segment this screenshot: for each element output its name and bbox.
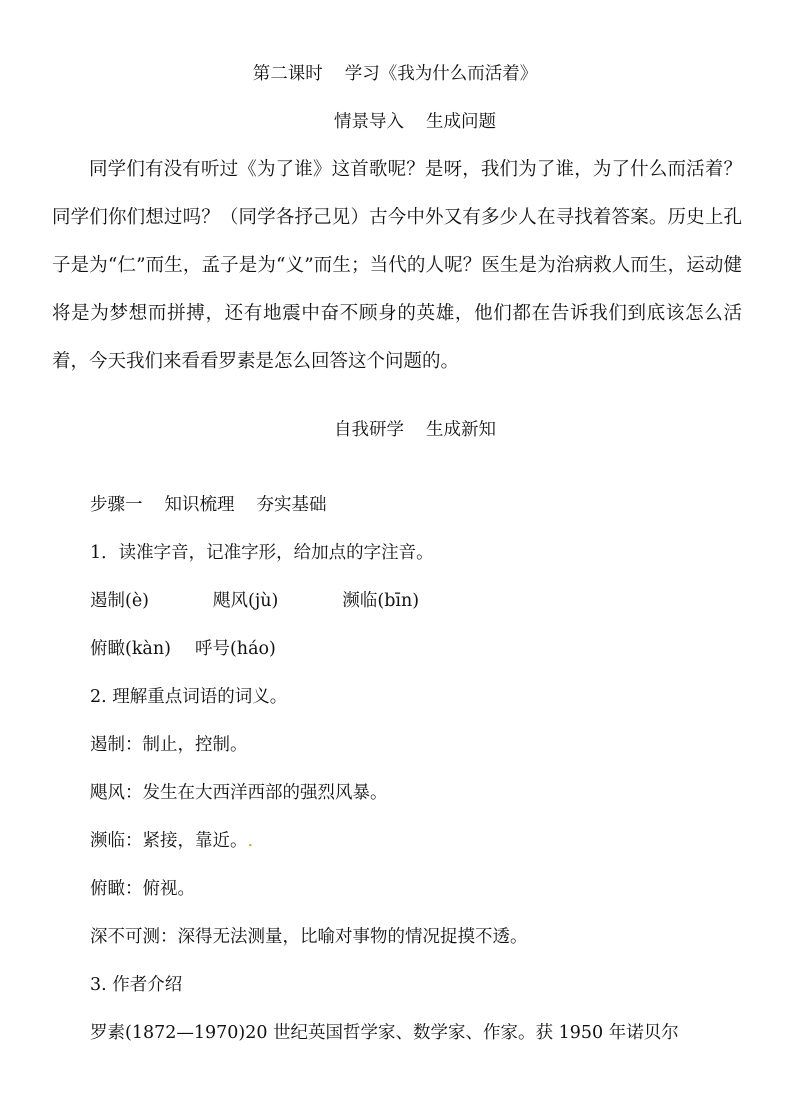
pinyin-word-fukan: 俯瞰(kàn) bbox=[90, 639, 171, 659]
lesson-title: 学习《我为什么而活着》 bbox=[344, 64, 538, 84]
pinyin-word-ezhi: 遏制(è) bbox=[90, 591, 150, 611]
pinyin-row-2 bbox=[90, 637, 276, 661]
item-1: 1．读准字音，记准字形，给加点的字注音。 bbox=[90, 543, 434, 563]
definition-binlin bbox=[90, 829, 253, 853]
intro-paragraph: 同学们有没有听过《为了谁》这首歌呢？是呀，我们为了谁，为了什么而活着？同学们你们想过吗？（同学各抒己见）古今中外又有多少人在寻找着答案。历史上孔子是为“仁”而生，孟子是为“义”而生；当代的人呢？医生是为治病救人而生，运动健将是为梦想而拼搏，还有地震中奋不顾身的英雄，他们都在告诉我们到底该怎么活着，今天我们来看看罗素是怎么回答这个问题的。 bbox=[52, 159, 742, 372]
section-heading-intro bbox=[0, 110, 790, 134]
step-one-goal: 夯实基础 bbox=[256, 495, 327, 515]
section-heading-study bbox=[0, 418, 790, 442]
step-one-topic: 知识梳理 bbox=[164, 495, 235, 515]
definition-binlin-text: 濒临：紧接，靠近。 bbox=[90, 831, 248, 851]
section-study-b: 生成新知 bbox=[426, 420, 496, 440]
pinyin-word-huhao: 呼号(háo) bbox=[194, 639, 276, 659]
pinyin-word-jufeng: 飓风(jù) bbox=[213, 591, 279, 611]
item-2: 2. 理解重点词语的词义。 bbox=[90, 687, 288, 707]
lesson-label: 第二课时 bbox=[252, 64, 323, 84]
definition-ezhi: 遏制：制止，控制。 bbox=[90, 735, 248, 755]
lesson-heading bbox=[0, 62, 790, 86]
section-study-a: 自我研学 bbox=[334, 420, 404, 440]
stray-mark: . bbox=[247, 831, 254, 851]
definition-jufeng: 飓风：发生在大西洋西部的强烈风暴。 bbox=[90, 783, 388, 803]
definition-fukan: 俯瞰：俯视。 bbox=[90, 879, 195, 899]
step-one-label: 步骤一 bbox=[90, 495, 143, 515]
definition-shenbukece: 深不可测：深得无法测量，比喻对事物的情况捉摸不透。 bbox=[90, 927, 528, 947]
author-intro-line: 罗素(1872—1970)20 世纪英国哲学家、数学家、作家。获 1950 年诺贝尔 bbox=[90, 1023, 679, 1043]
item-3: 3. 作者介绍 bbox=[90, 975, 183, 995]
section-intro-b: 生成问题 bbox=[426, 112, 496, 132]
section-intro-a: 情景导入 bbox=[334, 112, 404, 132]
pinyin-word-binlin: 濒临(bīn) bbox=[342, 591, 420, 611]
step-one-heading bbox=[90, 493, 327, 517]
pinyin-row-1 bbox=[90, 589, 419, 613]
